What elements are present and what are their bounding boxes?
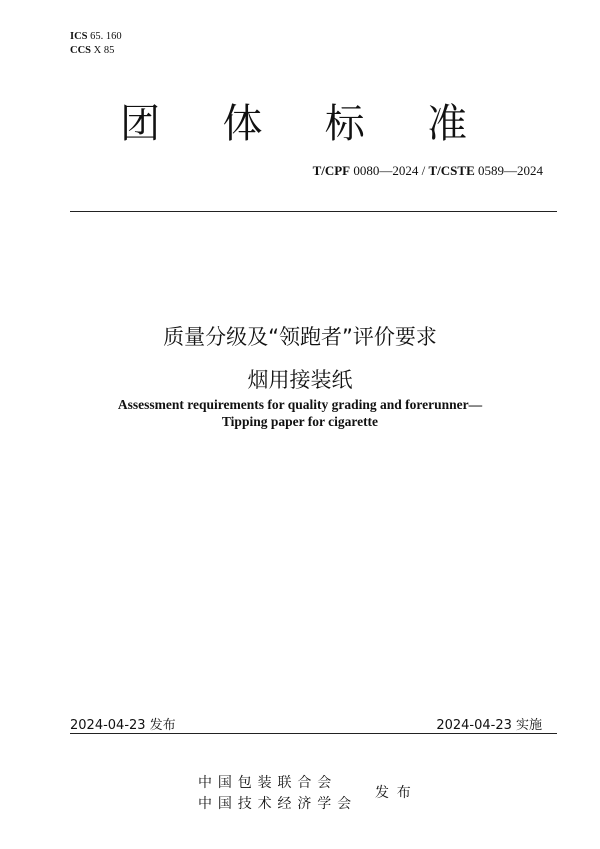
ics-label: ICS [70, 31, 88, 42]
ccs-code [70, 44, 114, 57]
publisher-1: 中国包装联合会 [198, 775, 338, 791]
publish-label: 发布 [375, 785, 419, 801]
publisher-2: 中国技术经济学会 [198, 796, 358, 812]
ics-code [70, 30, 122, 43]
std-num-1: 0080—2024 [353, 163, 419, 178]
title-zh-sub: 烟用接装纸 [247, 368, 353, 392]
std-prefix-2: T/CSTE [428, 163, 475, 178]
std-prefix-1: T/CPF [312, 163, 351, 178]
std-num-2: 0589—2024 [478, 163, 543, 178]
ccs-value: X 85 [93, 45, 115, 56]
title-en-main: Assessment requirements for quality grading and forerunner— [117, 397, 483, 412]
standard-number [313, 163, 543, 179]
title-zh-main: 质量分级及“领跑者”评价要求 [163, 325, 437, 349]
top-divider [70, 211, 557, 212]
issue-date: 2024-04-23 发布 [70, 718, 176, 733]
standard-category-title: 团 体 标 准 [120, 101, 492, 147]
implementation-date: 2024-04-23 实施 [436, 718, 542, 733]
title-en-sub: Tipping paper for cigarette [221, 414, 379, 429]
ics-value: 65. 160 [90, 31, 122, 42]
ccs-label: CCS [70, 45, 92, 56]
std-separator: / [421, 163, 426, 178]
bottom-divider [70, 733, 557, 734]
